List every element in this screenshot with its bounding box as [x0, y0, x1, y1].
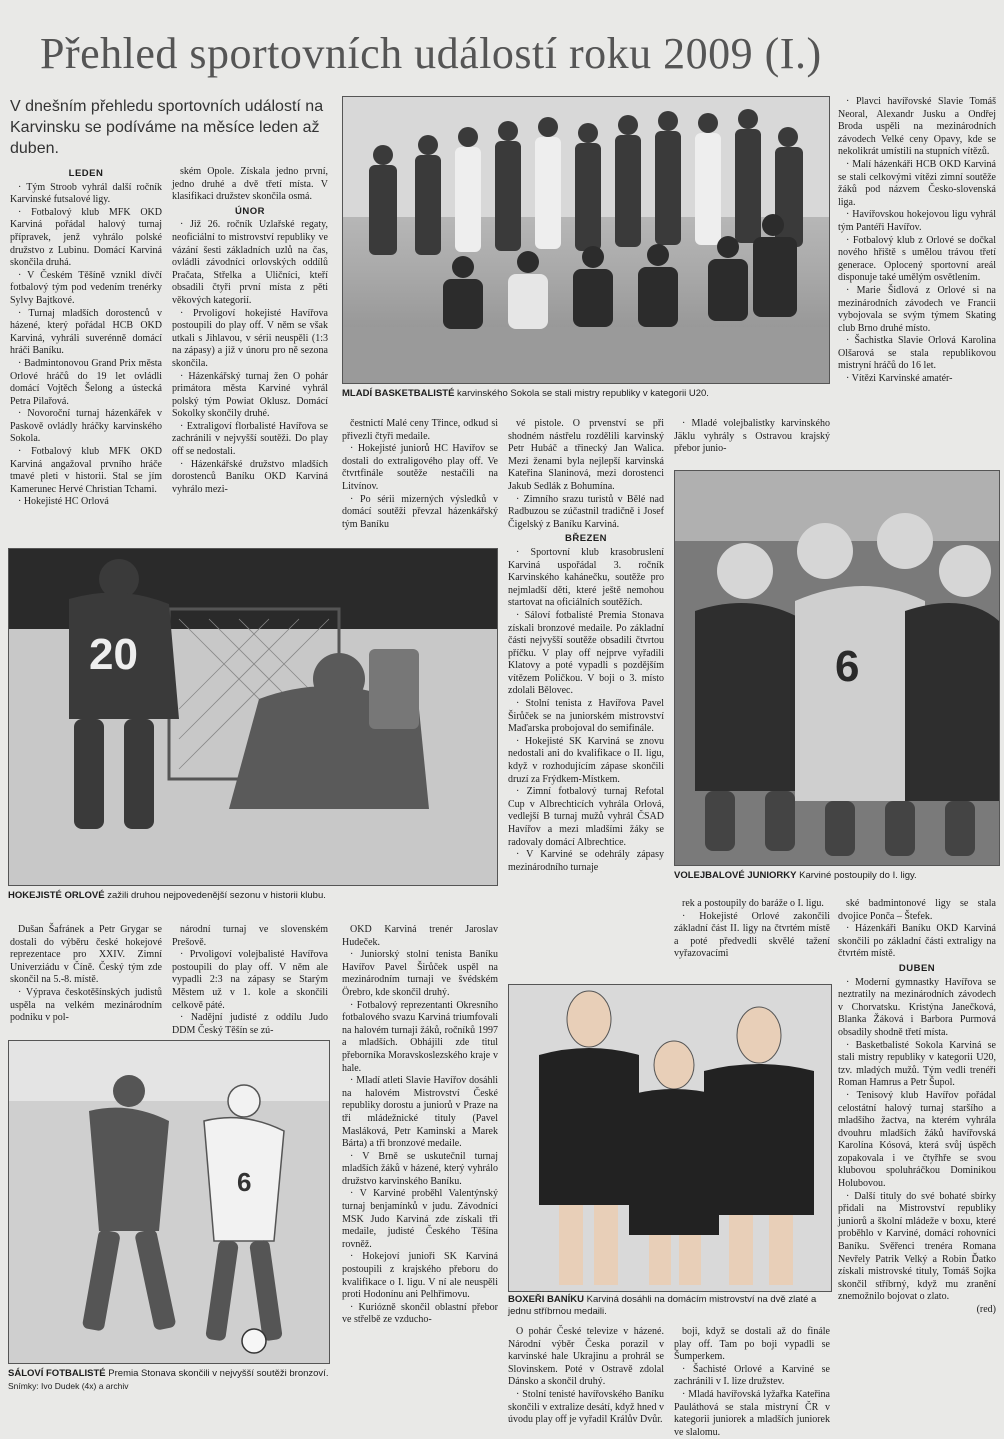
paragraph: · Již 26. ročník Uzlařské regaty, neoficiální to mistrovství republiky ve vázání šesti základních uzlů na čas, ovládli závodníci orlovských oddílů Pračata, Střelka a Uličníci, kteří obsadili čtyři první místa z pěti věkových kategorií. — [172, 219, 328, 306]
column-4-bottom — [674, 898, 830, 978]
paragraph: · Moderní gymnastky Havířova se neztratily na mezinárodních závodech v Chorvatsku. Kristýna Janečková, Blanka Žáková i Barbora Purmová obsadily shodně třetí místa. — [838, 976, 996, 1038]
paragraph: · Badmintonovou Grand Prix města Orlové hráčů do 19 let ovládli domácí Vojtěch Šelong a ústecká Petra Pilařová. — [10, 357, 162, 407]
paragraph: · Havířovskou hokejovou ligu vyhrál tým Pantéři Havířov. — [838, 209, 996, 233]
paragraph: · Prvoligoví volejbalisté Havířova postoupili do play off. V něm ale vypadli 2:3 na zápasy se Starým Městem už v 1. kole a skončili celkově páté. — [172, 949, 328, 1011]
caption-bold: HOKEJISTÉ ORLOVÉ — [8, 890, 105, 901]
paragraph: · V Brně se uskutečnil turnaj mladších žáků v házené, který vyhrálo družstvo karvinského Baníku. — [342, 1150, 498, 1187]
volleyball-photo — [674, 470, 1000, 866]
signature: (red) — [976, 1304, 996, 1315]
paragraph: · Tenisový klub Havířov pořádal celostátní halový turnaj staršího a mladšího žactva, na kterém vyhrála dvouhru mladších žáků havířovská Karolína Kósová, která svůj úspěch zopakovala i ve čtyřhře se svou klubovou spoluhráčkou Dominikou Holubovou. — [838, 1089, 996, 1190]
caption-bold: VOLEJBALOVÉ JUNIORKY — [674, 870, 797, 881]
paragraph: · Šachistka Slavie Orlová Karolina Olšarová se stala republikovou mistryní hráčů do 16 let. — [838, 335, 996, 372]
paragraph: · Zimní fotbalový turnaj Refotal Cup v Albrechticích vyhrála Orlová, vedlejší B turnaj mužů vyhrál ČSAD Havířov a mezi mladšími žáky se radovaly domácí Albrechtice. — [508, 786, 664, 848]
hockey-photo — [8, 548, 498, 886]
paragraph: · V Karviné se odehrály zápasy mezinárodního turnaje — [508, 849, 664, 873]
paragraph: · Basketbalisté Sokola Karviná se stali mistry republiky v kategorii U20, tzv. mladých mužů. Tým vedli trenéři Roman Hamrus a Petr Šupol. — [838, 1039, 996, 1089]
caption-volleyball — [674, 870, 998, 882]
paragraph: · Plavci havířovské Slavie Tomáš Neoral, Alexandr Jusku a Ondřej Broda uspěli na mezinárodních závodech Velké ceny Opavy, kde se nekolikrát umístili na stupních vítězů. — [838, 96, 996, 158]
paragraph: · Fotbalový klub z Orlové se dočkal nového hřiště s umělou trávou třetí generace. Oplocený sportovní areál disponuje také umělým osvětlením. — [838, 234, 996, 284]
caption-boxers — [508, 1294, 830, 1318]
paragraph: · Stolní tenisté havířovského Baníku skončili v extralize desátí, když hned v úvodu play off je vyřadil Králův Dvůr. — [508, 1388, 664, 1426]
paragraph: · Fotbalový reprezentanti Okresního fotbalového svazu Karviná triumfovali na halovém turnaji žáků, ročníků 1997 a mladších. Obhájili zde titul přeborníka Moravskoslezského kraje v hale. — [342, 999, 498, 1074]
paragraph: · Házenkářský turnaj žen O pohár primátora města Karviné vyhrál polský tým Powiat Oklusz. Domácí Sokolky skončily druhé. — [172, 370, 328, 420]
paragraph: · Házenkáři Baníku OKD Karviná skončili po základní části extraligy na čtvrtém místě. — [838, 923, 996, 960]
caption-text: zažili druhou nejpovedenější sezonu v historii klubu. — [104, 890, 326, 901]
paragraph: · Juniorský stolní tenista Baníku Havířov Pavel Širůček uspěl na mezinárodním turnaji ve švédském Örebro, kde skončil druhý. — [342, 949, 498, 998]
column-2-bottom — [172, 924, 328, 1036]
caption-text: karvinského Sokola se stali mistry republiky v kategorii U20. — [454, 388, 709, 399]
paragraph: · Stolní tenista z Havířova Pavel Širůček se na juniorském mistrovství Maďarska probojoval do semifinále. — [508, 698, 664, 735]
column-3b-bottom — [508, 1326, 664, 1426]
caption-text: Karviné postoupily do I. ligy. — [796, 870, 917, 881]
paragraph: národní turnaj ve slovenském Prešově. — [172, 924, 328, 948]
jersey-number: 6 — [835, 642, 860, 691]
caption-bold: BOXEŘI BANÍKU — [508, 1294, 585, 1305]
paragraph: · Malí házenkáři HCB OKD Karviná se stali celkovými vítězi zimní soutěže žáků pod názvem Česko-slovenská liga. — [838, 158, 996, 208]
page-title: Přehled sportovních událostí roku 2009 (I.) — [40, 29, 822, 78]
paragraph: · Extraligoví florbalisté Havířova se zachránili v nejvyšší soutěži. Do play off se nedostali. — [172, 420, 328, 458]
section-heading-brezen: BŘEZEN — [564, 533, 608, 545]
paragraph: · V Karviné proběhl Valentýnský turnaj benjamínků v judu. Závodníci MSK Judo Karviná zde získali tři medaile, judisté Českého Těšína rovněž. — [342, 1188, 498, 1250]
paragraph: · Fotbalový klub MFK OKD Karviná angažoval prvního hráče tmavé pleti v historii. Stal se jím Kamerunec Hervé Christian Tchami. — [10, 446, 162, 495]
paragraph: · Marie Šidlová z Orlové si na mezinárodních závodech ve Francii vybojovala se svým týmem Skating club Brno druhé místo. — [838, 284, 996, 334]
jersey-number: 6 — [237, 1167, 252, 1197]
paragraph: čestnictí Malé ceny Třince, odkud si přivezli čtyři medaile. — [342, 418, 498, 442]
paragraph: · Sportovní klub krasobruslení Karviná uspořádal 3. ročník Karvinského kahánečku, soutěže pro nejmladší děti, které ještě nemohou startovat na oficiálních soutěžích. — [508, 546, 664, 609]
paragraph: Dušan Šafránek a Petr Grygar se dostali do výběru české hokejové reprezentace pro XXIV. Zimní Univerziádu v Číně. Český tým zde skončil na 5.-8. místě. — [10, 924, 162, 986]
boxers-photo — [508, 984, 832, 1292]
paragraph: · Další tituly do své bohaté sbírky přidali na Mistrovství republiky juniorů a školní mládeže v boxu, které proběhlo v Karviné, domácí rohovníci Baníku. Svěřenci trenéra Romana Nevřely Patrik Velký a Robin Ďatko získali mistrovské tituly, Tomáš Sojka skončil stříbrný, když mu zranění znemožnilo bojovat o zlato. — [838, 1190, 996, 1303]
caption-basketball — [342, 388, 828, 400]
photo-credit: Snímky: Ivo Dudek (4x) a archiv — [8, 1381, 129, 1391]
jersey-number: 20 — [89, 630, 138, 679]
futsal-photo — [8, 1040, 330, 1364]
paragraph: · Hokejisté SK Karviná se znovu nedostali ani do kvalifikace o II. ligu, když v rozhodujícím zápase skončili druzí za Frýdkem-Místkem. — [508, 735, 664, 785]
paragraph: · Sáloví fotbalisté Premia Stonava získali bronzové medaile. Po základní části nejvyšší soutěže obsadili čtvrtou příčku. V play off nejprve vyřadili Klatovy a poté vypadli s pozdějším vítězem Poličkou. V boji o 3. místo zdolali Bělovec. — [508, 609, 664, 697]
paragraph: boji, když se dostali až do finále play off. Tam po boji vypadli se Šumperkem. — [674, 1326, 830, 1363]
paragraph: · V Českém Těšíně vznikl dívčí fotbalový tým pod vedením trenérky Sylvy Bajtkové. — [10, 269, 162, 306]
paragraph: · Kuriózně skončil oblastní přebor ve střelbě ze vzducho- — [342, 1301, 498, 1326]
intro-text: V dnešním přehledu sportovních událostí na Karvinsku se podíváme na měsíce leden až duben. — [10, 98, 324, 157]
paragraph: · Hokejisté Orlové zakončili základní část II. ligy na čtvrtém místě a poté předvedli skvělé tažení vyřazovacími — [674, 910, 830, 960]
column-1-bottom — [10, 924, 162, 1036]
column-4b-bottom — [674, 1326, 830, 1438]
paragraph: vé pistole. O prvenství se při shodném nástřelu rozdělili karvinský Petr Hubáč a třinecký Jan Walica. Mezi ženami byla nejlepší karvinská Kateřina Slaninová, mezi dorostenci Jakub Sedlák z Bohumína. — [508, 418, 664, 492]
paragraph: · Tým Stroob vyhrál další ročník Karvinské futsalové ligy. — [10, 181, 162, 206]
column-2-top — [172, 166, 328, 546]
paragraph: · Nadějní judisté z oddílu Judo DDM Český Těšín se zú- — [172, 1012, 328, 1036]
paragraph: ské badmintonové ligy se stala dvojice Ponča – Štefek. — [838, 898, 996, 922]
column-5-bottom — [838, 898, 996, 1398]
caption-text: Karviná dosáhli na domácím mistrovství na dvě zlaté a jednu stříbrnou medaili. — [508, 1294, 817, 1317]
column-4-mid — [674, 418, 830, 468]
paragraph: · Vítězi Karvinské amatér- — [846, 373, 953, 385]
paragraph: · Mladí atleti Slavie Havířov dosáhli na halovém Mistrovství České republiky dorostu a juniorů v Praze na tři mládežnické tituly (Pavel Masláková, Petr Kaminski a Marek Bárta) a tři bronzové medaile. — [342, 1075, 498, 1150]
section-heading-duben: DUBEN — [898, 962, 936, 974]
paragraph: · Hokejoví junioři SK Karviná postoupili z krajského přeboru do kvalifikace o I. ligu. V ní ale neuspěli proti Hodonínu ani Pelhřimovu. — [342, 1251, 498, 1301]
column-3-bottom — [342, 924, 498, 1398]
paragraph: · Hokejisté juniorů HC Havířov se dostali do extraligového play off. Ve čtvrtfinále soutěže nestačili na Litvínov. — [342, 443, 498, 492]
paragraph: · Mladá havířovská lyžařka Kateřina Pauláthová se stala mistryní ČR v kategorii juniorek a mladších juniorek ve slalomu. — [674, 1388, 830, 1438]
caption-bold: MLADÍ BASKETBALISTÉ — [342, 388, 455, 399]
caption-hockey — [8, 890, 496, 902]
paragraph: ském Opole. Získala jedno první, jedno druhé a dvě třetí místa. V klasifikaci družstev skončila osmá. — [172, 166, 328, 203]
paragraph: OKD Karviná trenér Jaroslav Hudeček. — [342, 924, 498, 948]
column-5-top — [838, 96, 996, 466]
paragraph: · Novoroční turnaj házenkářek v Paskově ovládly hráčky karvinského Sokola. — [10, 408, 162, 445]
basketball-team-photo — [342, 96, 830, 384]
paragraph: · Po sérii mizerných výsledků v domácí soutěži převzal házenkářský tým Baníku — [342, 493, 498, 530]
column-3-mid — [508, 418, 664, 972]
paragraph: · Fotbalový klub MFK OKD Karviná pořádal halový turnaj přípravek, jenž vyhrálo polské družstvo z Lubinu. Domácí Karviná skončila druhá. — [10, 206, 162, 269]
paragraph: · Mladé volejbalistky karvinského Jäklu vyhrály s Ostravou krajský přebor junio- — [674, 418, 830, 455]
paragraph: · Zimního srazu turistů v Bělé nad Radbuzou se zúčastnil tradičně i Josef Čigelský z Baníku Karviná. — [508, 493, 664, 530]
paragraph: O pohár České televize v házené. Národní výběr Česka porazil v karvinské hale Ukrajinu a prohrál se Slovinskem. Poté v Ostravě zdolal Dánsko a skončil druhý. — [508, 1326, 664, 1388]
paragraph: · Šachisté Orlové a Karviné se zachránili v I. lize družstev. — [674, 1363, 830, 1388]
paragraph: · Prvoligoví hokejisté Havířova postoupili do play off. V něm se však utkali s Jihlavou, v sérii neuspěli (1:3 na zápasy) a již v únoru pro ně sezona skončila. — [172, 307, 328, 369]
caption-bold: SÁLOVÍ FOTBALISTÉ — [8, 1368, 106, 1379]
paragraph: · Výprava českotěšínských judistů uspěla na velkém mezinárodním podniku v pol- — [10, 986, 162, 1024]
paragraph: · Turnaj mladších dorostenců v házené, který pořádal HCB OKD Karviná, vyhráli suverénně domácí hráči Baníku. — [10, 307, 162, 357]
football-icon — [242, 1329, 266, 1353]
caption-text: Premia Stonava skončili v nejvyšší soutěži bronzoví. — [105, 1368, 329, 1379]
column-1-top — [10, 166, 162, 546]
paragraph: · Házenkářské družstvo mladších dorostenců Baníku OKD Karviná vyhrálo mezi- — [172, 458, 328, 495]
caption-futsal — [8, 1368, 332, 1393]
paragraph: · Hokejisté HC Orlová — [18, 496, 109, 508]
column-2-mid — [342, 418, 498, 542]
section-heading-leden: LEDEN — [68, 168, 104, 179]
paragraph: rek a postoupily do baráže o I. ligu. — [682, 898, 824, 909]
section-heading-unor: ÚNOR — [235, 205, 265, 217]
